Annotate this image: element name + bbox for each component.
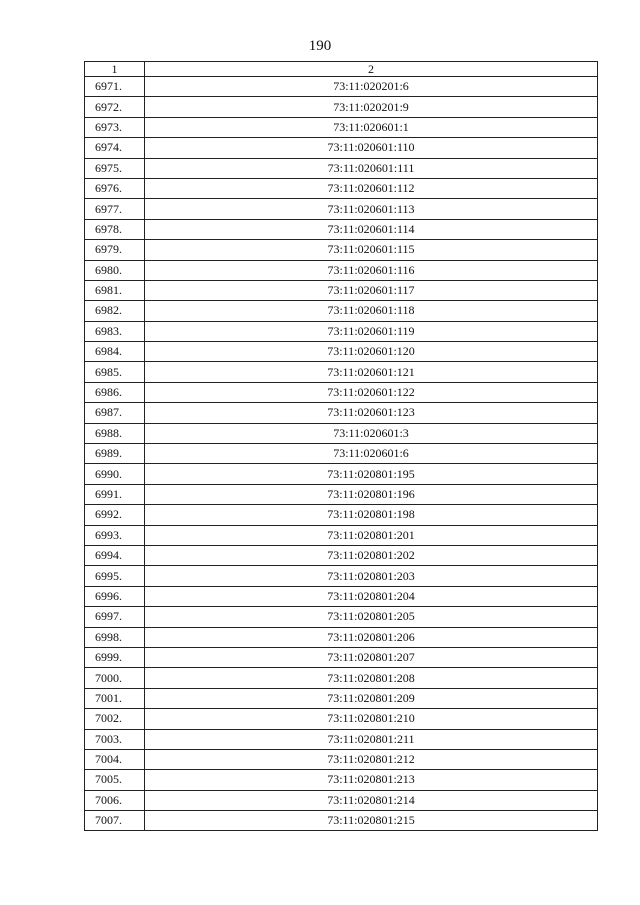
row-number-cell: 6980. bbox=[85, 260, 145, 280]
cadastral-number-cell: 73:11:020801:208 bbox=[145, 668, 598, 688]
row-number-cell: 6999. bbox=[85, 647, 145, 667]
cadastral-number-cell: 73:11:020601:115 bbox=[145, 240, 598, 260]
table-row bbox=[85, 688, 598, 708]
row-number-cell: 7002. bbox=[85, 709, 145, 729]
cadastral-number-cell: 73:11:020601:113 bbox=[145, 199, 598, 219]
row-number-cell: 6981. bbox=[85, 280, 145, 300]
cadastral-number-table bbox=[84, 61, 598, 831]
cadastral-number-cell: 73:11:020601:121 bbox=[145, 362, 598, 382]
cadastral-number-cell: 73:11:020801:215 bbox=[145, 811, 598, 831]
cadastral-number-cell: 73:11:020801:203 bbox=[145, 566, 598, 586]
cadastral-number-cell: 73:11:020801:206 bbox=[145, 627, 598, 647]
table-row bbox=[85, 321, 598, 341]
table-row bbox=[85, 97, 598, 117]
row-number-cell: 6992. bbox=[85, 505, 145, 525]
cadastral-number-cell: 73:11:020601:116 bbox=[145, 260, 598, 280]
row-number-cell: 7003. bbox=[85, 729, 145, 749]
row-number-cell: 6974. bbox=[85, 138, 145, 158]
table-row bbox=[85, 709, 598, 729]
cadastral-number-cell: 73:11:020601:118 bbox=[145, 301, 598, 321]
row-number-cell: 6996. bbox=[85, 586, 145, 606]
cadastral-number-cell: 73:11:020601:3 bbox=[145, 423, 598, 443]
cadastral-number-cell: 73:11:020601:112 bbox=[145, 178, 598, 198]
cadastral-number-cell: 73:11:020601:119 bbox=[145, 321, 598, 341]
cadastral-number-cell: 73:11:020801:195 bbox=[145, 464, 598, 484]
table-row bbox=[85, 423, 598, 443]
row-number-cell: 7006. bbox=[85, 790, 145, 810]
row-number-cell: 7004. bbox=[85, 749, 145, 769]
table-row bbox=[85, 545, 598, 565]
table-row bbox=[85, 729, 598, 749]
cadastral-number-cell: 73:11:020201:9 bbox=[145, 97, 598, 117]
cadastral-number-cell: 73:11:020601:1 bbox=[145, 117, 598, 137]
table-row bbox=[85, 240, 598, 260]
table-row bbox=[85, 117, 598, 137]
cadastral-number-cell: 73:11:020801:198 bbox=[145, 505, 598, 525]
row-number-cell: 6976. bbox=[85, 178, 145, 198]
cadastral-number-cell: 73:11:020601:120 bbox=[145, 342, 598, 362]
cadastral-number-cell: 73:11:020801:212 bbox=[145, 749, 598, 769]
row-number-cell: 6983. bbox=[85, 321, 145, 341]
table-row bbox=[85, 586, 598, 606]
column-header-2: 2 bbox=[145, 62, 598, 77]
row-number-cell: 6985. bbox=[85, 362, 145, 382]
cadastral-number-cell: 73:11:020801:196 bbox=[145, 484, 598, 504]
table-row bbox=[85, 566, 598, 586]
table-row bbox=[85, 770, 598, 790]
row-number-cell: 6998. bbox=[85, 627, 145, 647]
table-row bbox=[85, 505, 598, 525]
table-row bbox=[85, 301, 598, 321]
table-row bbox=[85, 77, 598, 97]
cadastral-number-cell: 73:11:020601:6 bbox=[145, 444, 598, 464]
row-number-cell: 6971. bbox=[85, 77, 145, 97]
table-row bbox=[85, 382, 598, 402]
table-row bbox=[85, 158, 598, 178]
cadastral-number-cell: 73:11:020601:110 bbox=[145, 138, 598, 158]
table-row bbox=[85, 790, 598, 810]
row-number-cell: 6994. bbox=[85, 545, 145, 565]
row-number-cell: 6982. bbox=[85, 301, 145, 321]
row-number-cell: 6988. bbox=[85, 423, 145, 443]
cadastral-number-cell: 73:11:020601:114 bbox=[145, 219, 598, 239]
cadastral-number-cell: 73:11:020801:214 bbox=[145, 790, 598, 810]
cadastral-number-cell: 73:11:020801:202 bbox=[145, 545, 598, 565]
cadastral-number-cell: 73:11:020601:111 bbox=[145, 158, 598, 178]
cadastral-number-cell: 73:11:020801:205 bbox=[145, 607, 598, 627]
cadastral-number-cell: 73:11:020601:123 bbox=[145, 403, 598, 423]
cadastral-number-cell: 73:11:020801:207 bbox=[145, 647, 598, 667]
cadastral-number-cell: 73:11:020801:201 bbox=[145, 525, 598, 545]
table-row bbox=[85, 607, 598, 627]
table-row bbox=[85, 647, 598, 667]
table-row bbox=[85, 627, 598, 647]
table-row bbox=[85, 280, 598, 300]
row-number-cell: 6972. bbox=[85, 97, 145, 117]
row-number-cell: 6973. bbox=[85, 117, 145, 137]
row-number-cell: 6997. bbox=[85, 607, 145, 627]
cadastral-number-cell: 73:11:020601:122 bbox=[145, 382, 598, 402]
table-row bbox=[85, 444, 598, 464]
cadastral-number-cell: 73:11:020801:210 bbox=[145, 709, 598, 729]
row-number-cell: 6993. bbox=[85, 525, 145, 545]
row-number-cell: 7001. bbox=[85, 688, 145, 708]
cadastral-number-cell: 73:11:020801:209 bbox=[145, 688, 598, 708]
cadastral-number-cell: 73:11:020801:213 bbox=[145, 770, 598, 790]
row-number-cell: 6984. bbox=[85, 342, 145, 362]
table-row bbox=[85, 199, 598, 219]
table-row bbox=[85, 811, 598, 831]
row-number-cell: 7000. bbox=[85, 668, 145, 688]
cadastral-number-cell: 73:11:020601:117 bbox=[145, 280, 598, 300]
row-number-cell: 6990. bbox=[85, 464, 145, 484]
table-row bbox=[85, 403, 598, 423]
row-number-cell: 6977. bbox=[85, 199, 145, 219]
page-number: 190 bbox=[308, 38, 332, 54]
row-number-cell: 6975. bbox=[85, 158, 145, 178]
table-row bbox=[85, 362, 598, 382]
row-number-cell: 6995. bbox=[85, 566, 145, 586]
table-header-row bbox=[85, 62, 598, 77]
table-row bbox=[85, 219, 598, 239]
table-row bbox=[85, 525, 598, 545]
table-row bbox=[85, 178, 598, 198]
table-row bbox=[85, 749, 598, 769]
row-number-cell: 6978. bbox=[85, 219, 145, 239]
row-number-cell: 6979. bbox=[85, 240, 145, 260]
row-number-cell: 7007. bbox=[85, 811, 145, 831]
row-number-cell: 7005. bbox=[85, 770, 145, 790]
row-number-cell: 6986. bbox=[85, 382, 145, 402]
table-row bbox=[85, 464, 598, 484]
table-row bbox=[85, 342, 598, 362]
table-row bbox=[85, 138, 598, 158]
table-row bbox=[85, 484, 598, 504]
cadastral-number-cell: 73:11:020801:204 bbox=[145, 586, 598, 606]
cadastral-number-cell: 73:11:020201:6 bbox=[145, 77, 598, 97]
column-header-1: 1 bbox=[85, 62, 145, 77]
table-body bbox=[85, 77, 598, 831]
table-row bbox=[85, 260, 598, 280]
row-number-cell: 6989. bbox=[85, 444, 145, 464]
row-number-cell: 6987. bbox=[85, 403, 145, 423]
row-number-cell: 6991. bbox=[85, 484, 145, 504]
cadastral-number-cell: 73:11:020801:211 bbox=[145, 729, 598, 749]
table-row bbox=[85, 668, 598, 688]
